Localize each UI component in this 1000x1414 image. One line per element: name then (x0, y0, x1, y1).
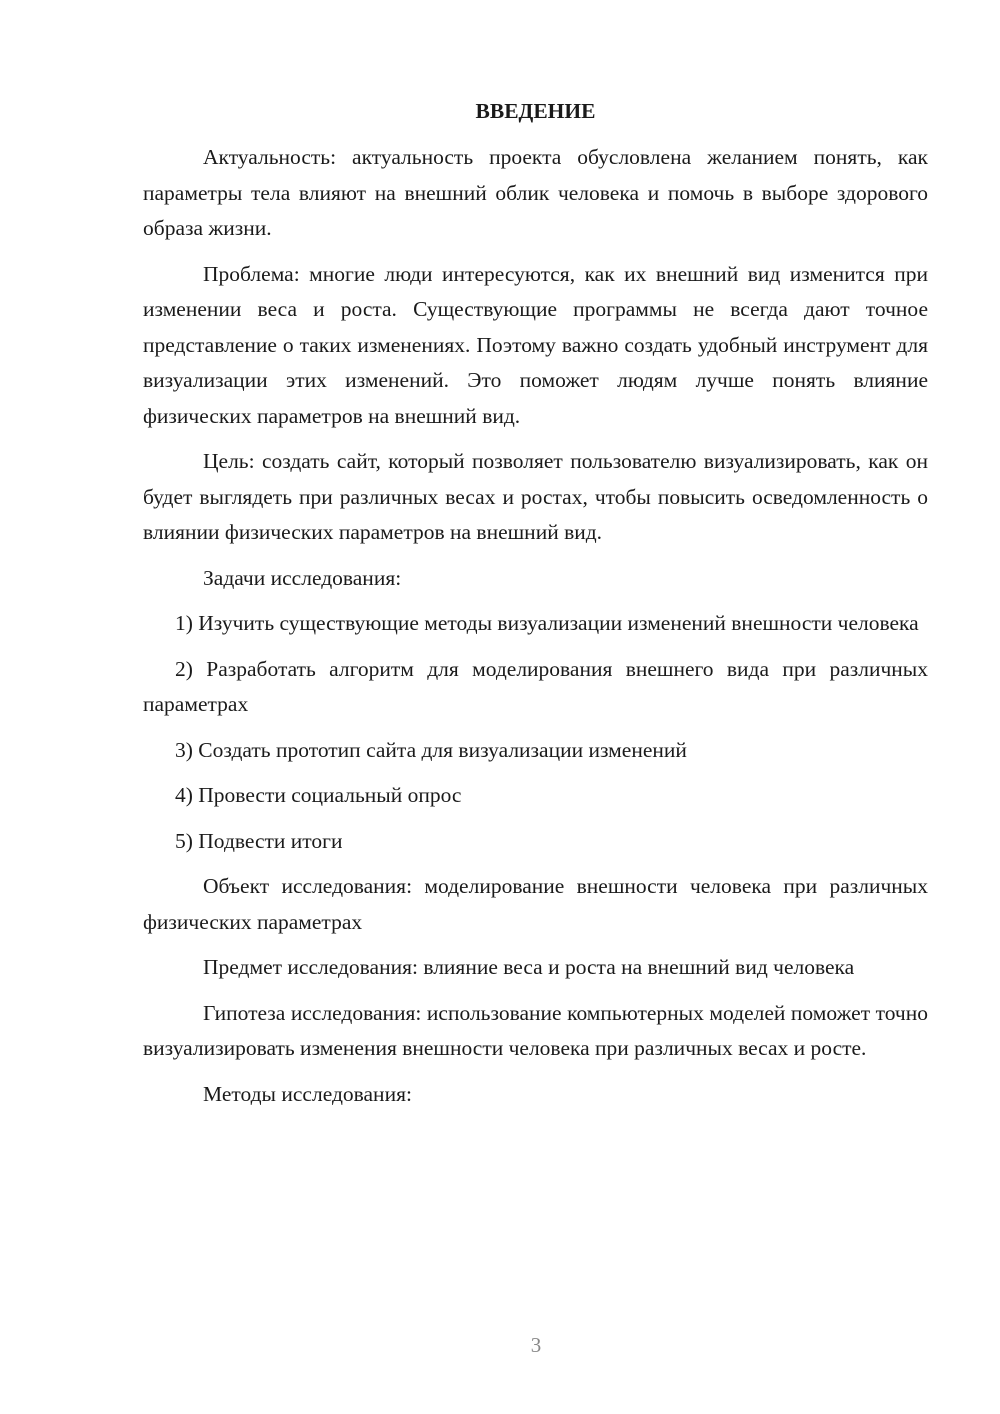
task-item: 1) Изучить существующие методы визуализации изменений внешности человека (175, 611, 919, 635)
task-item: 2) Разработать алгоритм для моделирования внешнего вида при различных параметрах (143, 656, 928, 716)
hypothesis-paragraph: Гипотеза исследования: использование компьютерных моделей поможет точно визуализировать изменения внешности человека при различных весах и росте. (143, 1000, 928, 1060)
object-paragraph: Объект исследования: моделирование внешности человека при различных физических параметрах (143, 874, 928, 934)
problem-paragraph: Проблема: многие люди интересуются, как их внешний вид изменится при изменении веса и роста. Существующие программы не всегда дают точное представление о таких изменениях. Поэтому важно создать удобный инструмент для визуализации этих изменений. Это поможет людям лучше понять влияние физических параметров на внешний вид. (143, 261, 928, 428)
document-page (143, 96, 928, 1122)
methods-heading: Методы исследования: (203, 1081, 412, 1106)
relevance-paragraph: Актуальность: актуальность проекта обусловлена желанием понять, как параметры тела влияют на внешний облик человека и помочь в выборе здорового образа жизни. (143, 145, 928, 240)
goal-paragraph: Цель: создать сайт, который позволяет пользователю визуализировать, как он будет выглядеть при различных весах и ростах, чтобы повысить осведомленность о влиянии физических параметров на внешний вид. (143, 449, 928, 544)
page-number: 3 (530, 1333, 542, 1357)
subject-paragraph: Предмет исследования: влияние веса и роста на внешний вид человека (203, 955, 855, 979)
page-title: ВВЕДЕНИЕ (475, 99, 596, 123)
task-item: 5) Подвести итоги (175, 828, 343, 853)
task-item: 4) Провести социальный опрос (175, 783, 462, 807)
tasks-heading: Задачи исследования: (203, 565, 402, 590)
task-item: 3) Создать прототип сайта для визуализации изменений (175, 737, 687, 762)
